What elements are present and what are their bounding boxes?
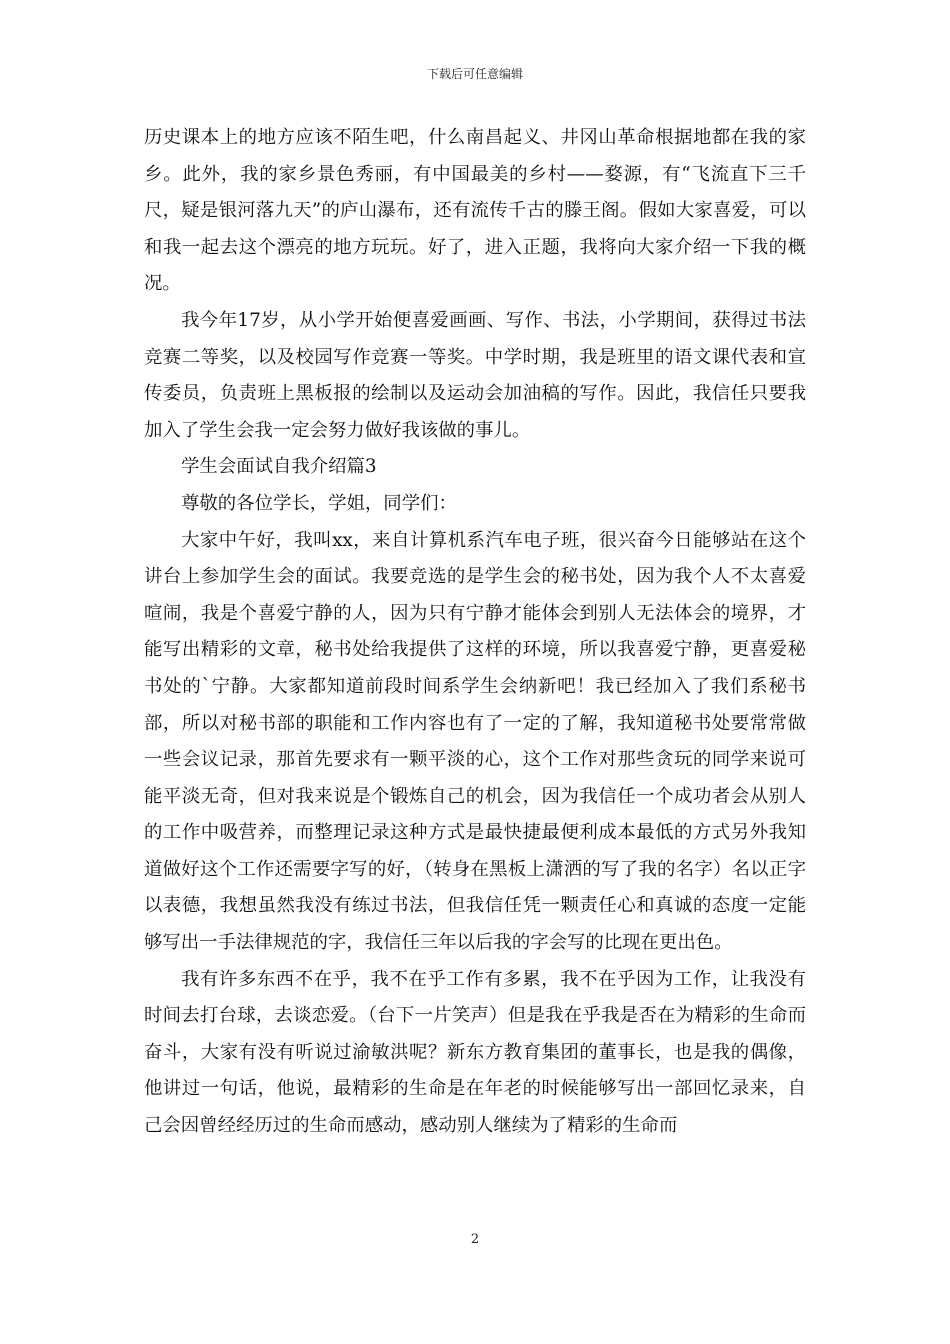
page-header: 下载后可任意编辑 <box>426 67 523 81</box>
page-number: 2 <box>470 1232 480 1247</box>
section-heading: 学生会面试自我介绍篇3 <box>181 456 377 478</box>
document-body <box>144 120 806 1145</box>
paragraph-speech-closing: 我有许多东西不在乎，我不在乎工作有多累，我不在乎因为工作，让我没有时间去打台球，去谈恋爱。（台下一片笑声）但是我在乎我是否在为精彩的生命而奋斗，大家有没有听说过渝敏洪呢？新东方教育集团的董事长，也是我的偶像，他讲过一句话，他说，最精彩的生命是在年老的时候能够写出一部回忆录来，自己会因曾经经历过的生命而感动，感动别人继续为了精彩的生命而 <box>144 968 806 1137</box>
paragraph-speech-body: 大家中午好，我叫xx，来自计算机系汽车电子班，很兴奋今日能够站在这个讲台上参加学生会的面试。我要竞选的是学生会的秘书处，因为我个人不太喜爱喧闹，我是个喜爱宁静的人，因为只有宁静才能体会到别人无法体会的境界，才能写出精彩的文章，秘书处给我提供了这样的环境，所以我喜爱宁静，更喜爱秘书处的`宁静。大家都知道前段时间系学生会纳新吧！我已经加入了我们系秘书部，所以对秘书部的职能和工作内容也有了一定的了解，我知道秘书处要常常做一些会议记录，那首先要求有一颗平淡的心，这个工作对那些贪玩的同学来说可能平淡无奇，但对我来说是个锻炼自己的机会，因为我信任一个成功者会从别人的工作中吸营养，而整理记录这种方式是最快捷最便利成本最低的方式另外我知道做好这个工作还需要字写的好，（转身在黑板上潇洒的写了我的名字）名以正字以表德，我想虽然我没有练过书法，但我信任凭一颗责任心和真诚的态度一定能够写出一手法律规范的字，我信任三年以后我的字会写的比现在更出色。 <box>144 529 806 954</box>
paragraph-personal-background: 我今年17岁，从小学开始便喜爱画画、写作、书法，小学期间，获得过书法竞赛二等奖，以及校园写作竞赛一等奖。中学时期，我是班里的语文课代表和宣传委员，负责班上黑板报的绘制以及运动会加油稿的写作。因此，我信任只要我加入了学生会我一定会努力做好我该做的事儿。 <box>144 309 806 441</box>
salutation: 尊敬的各位学长，学姐，同学们： <box>181 492 457 514</box>
paragraph-intro-continued: 历史课本上的地方应该不陌生吧，什么南昌起义、井冈山革命根据地都在我的家乡。此外，我的家乡景色秀丽，有中国最美的乡村——婺源，有“飞流直下三千尺，疑是银河落九天”的庐山瀑布，还有流传千古的滕王阁。假如大家喜爱，可以和我一起去这个漂亮的地方玩玩。好了，进入正题，我将向大家介绍一下我的概况。 <box>144 127 806 295</box>
